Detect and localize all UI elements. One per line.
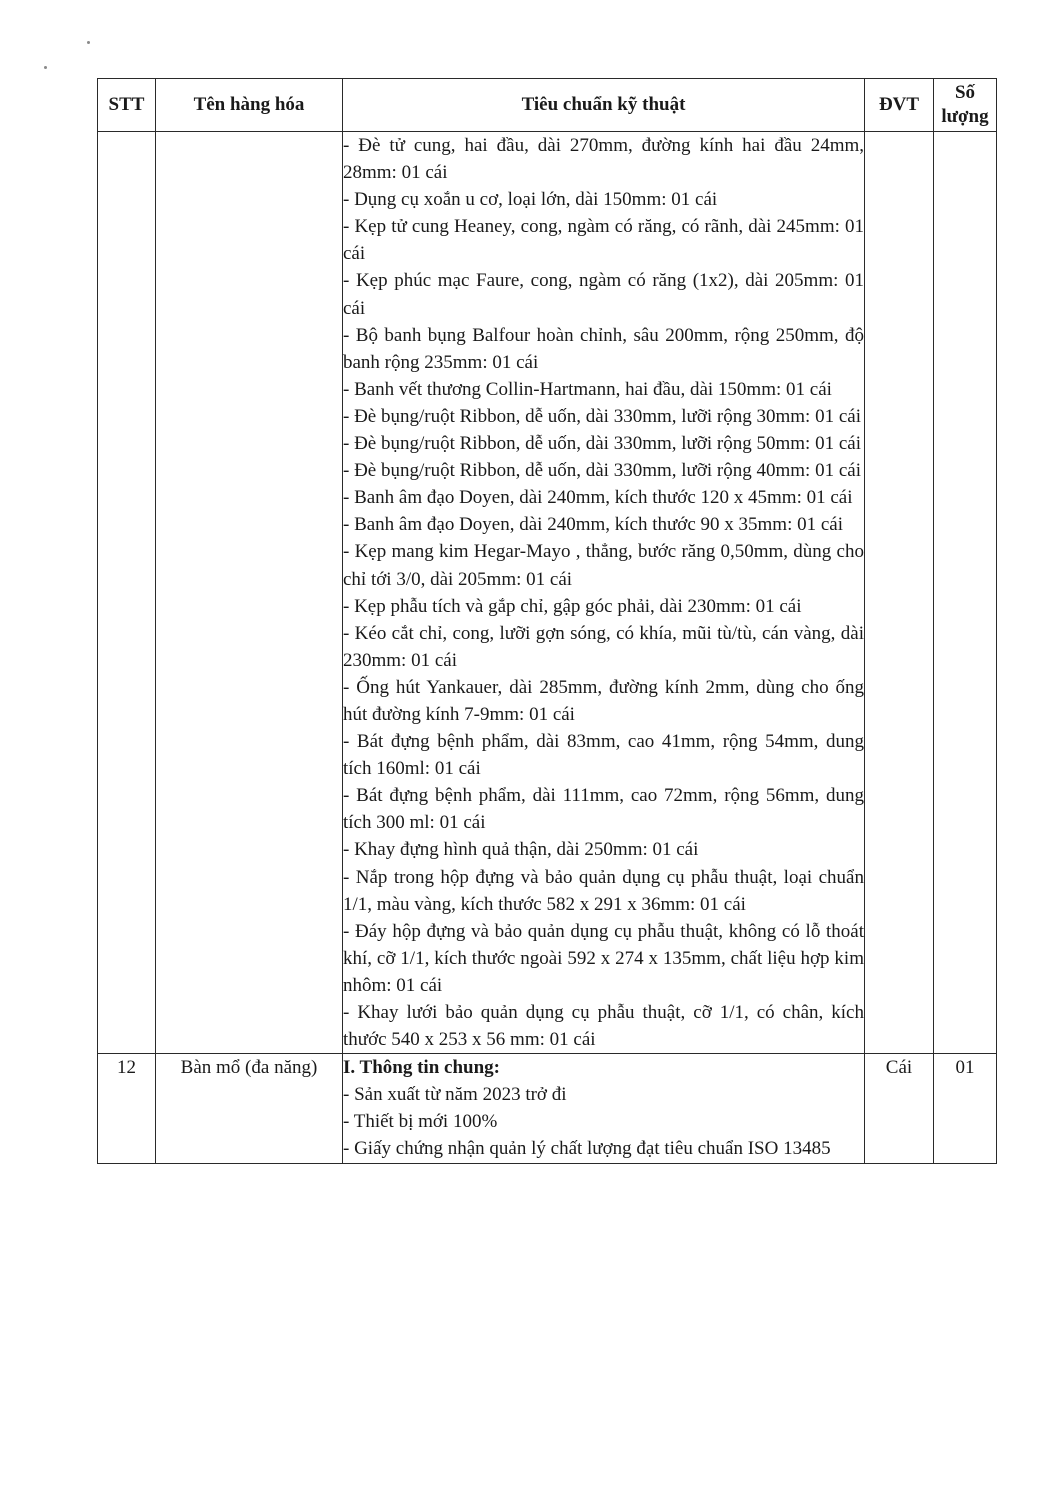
stt-cell: 12	[98, 1054, 156, 1163]
spec-item: - Bộ banh bụng Balfour hoàn chỉnh, sâu 200mm, rộng 250mm, độ banh rộng 235mm: 01 cái	[343, 324, 864, 373]
spec-item: - Banh vết thương Collin-Hartmann, hai đầu, dài 150mm: 01 cái	[343, 378, 832, 400]
spec-item: - Đáy hộp đựng và bảo quản dụng cụ phẫu thuật, không có lỗ thoát khí, cỡ 1/1, kích thước ngoài 592 x 274 x 135mm, chất liệu hợp kim nhôm: 01 cái	[343, 920, 864, 996]
scan-speck	[44, 66, 47, 69]
spec-item: - Đè bụng/ruột Ribbon, dễ uốn, dài 330mm, lưỡi rộng 50mm: 01 cái	[343, 433, 861, 455]
unit-cell	[865, 132, 934, 1054]
spec-item: - Kẹp mang kim Hegar-Mayo , thẳng, bước răng 0,50mm, dùng cho chỉ tới 3/0, dài 205mm: 01 cái	[343, 541, 864, 590]
spec-item: - Đè bụng/ruột Ribbon, dễ uốn, dài 330mm, lưỡi rộng 30mm: 01 cái	[343, 405, 861, 427]
header-unit: ĐVT	[865, 79, 934, 132]
table-row	[98, 1054, 997, 1163]
table-row	[98, 132, 997, 1054]
spec-cell	[343, 132, 865, 1054]
spec-item: - Đè tử cung, hai đầu, dài 270mm, đường kính hai đầu 24mm, 28mm: 01 cái	[343, 135, 864, 184]
spec-item: - Khay lưới bảo quản dụng cụ phẫu thuật, cỡ 1/1, có chân, kích thước 540 x 253 x 56 mm: 01 cái	[343, 1002, 864, 1051]
header-stt: STT	[98, 79, 156, 132]
spec-item: - Bát đựng bệnh phẩm, dài 83mm, cao 41mm, rộng 54mm, dung tích 160ml: 01 cái	[343, 731, 864, 780]
spec-item: - Ống hút Yankauer, dài 285mm, đường kính 2mm, dùng cho ống hút đường kính 7-9mm: 01 cái	[343, 676, 864, 725]
spec-item: - Banh âm đạo Doyen, dài 240mm, kích thước 120 x 45mm: 01 cái	[343, 487, 853, 509]
unit-cell: Cái	[865, 1054, 934, 1163]
qty-cell: 01	[934, 1054, 997, 1163]
section-heading: I. Thông tin chung:	[343, 1057, 500, 1079]
equipment-spec-table	[97, 78, 997, 1164]
name-cell	[156, 132, 343, 1054]
spec-item: - Kẹp phúc mạc Faure, cong, ngàm có răng (1x2), dài 205mm: 01 cái	[343, 270, 864, 319]
spec-item: - Khay đựng hình quả thận, dài 250mm: 01 cái	[343, 839, 699, 861]
qty-cell	[934, 132, 997, 1054]
header-row	[98, 79, 997, 132]
spec-item: - Đè bụng/ruột Ribbon, dễ uốn, dài 330mm, lưỡi rộng 40mm: 01 cái	[343, 460, 861, 482]
spec-item: - Kẹp tử cung Heaney, cong, ngàm có răng, có rãnh, dài 245mm: 01 cái	[343, 216, 864, 265]
header-qty-line2: lượng	[941, 106, 989, 127]
scan-speck	[87, 41, 90, 44]
stt-cell	[98, 132, 156, 1054]
spec-item: - Banh âm đạo Doyen, dài 240mm, kích thước 90 x 35mm: 01 cái	[343, 514, 844, 536]
header-spec: Tiêu chuẩn kỹ thuật	[343, 79, 865, 132]
spec-item: - Bát đựng bệnh phẩm, dài 111mm, cao 72mm, rộng 56mm, dung tích 300 ml: 01 cái	[343, 785, 864, 834]
spec-item: - Thiết bị mới 100%	[343, 1111, 498, 1133]
spec-item: - Kẹp phẫu tích và gắp chỉ, gập góc phải, dài 230mm: 01 cái	[343, 595, 802, 617]
spec-item: - Dụng cụ xoắn u cơ, loại lớn, dài 150mm: 01 cái	[343, 189, 718, 211]
name-cell: Bàn mổ (đa năng)	[156, 1054, 343, 1163]
spec-item: - Kéo cắt chỉ, cong, lưỡi gợn sóng, có khía, mũi tù/tù, cán vàng, dài 230mm: 01 cái	[343, 622, 864, 671]
spec-item: - Nắp trong hộp đựng và bảo quản dụng cụ phẫu thuật, loại chuẩn 1/1, màu vàng, kích thước 582 x 291 x 36mm: 01 cái	[343, 866, 864, 915]
spec-item: - Giấy chứng nhận quản lý chất lượng đạt tiêu chuẩn ISO 13485	[343, 1138, 831, 1160]
header-name: Tên hàng hóa	[156, 79, 343, 132]
spec-item: - Sản xuất từ năm 2023 trở đi	[343, 1084, 567, 1106]
header-qty	[934, 79, 997, 132]
header-qty-line1: Số	[954, 82, 976, 103]
spec-cell	[343, 1054, 865, 1163]
